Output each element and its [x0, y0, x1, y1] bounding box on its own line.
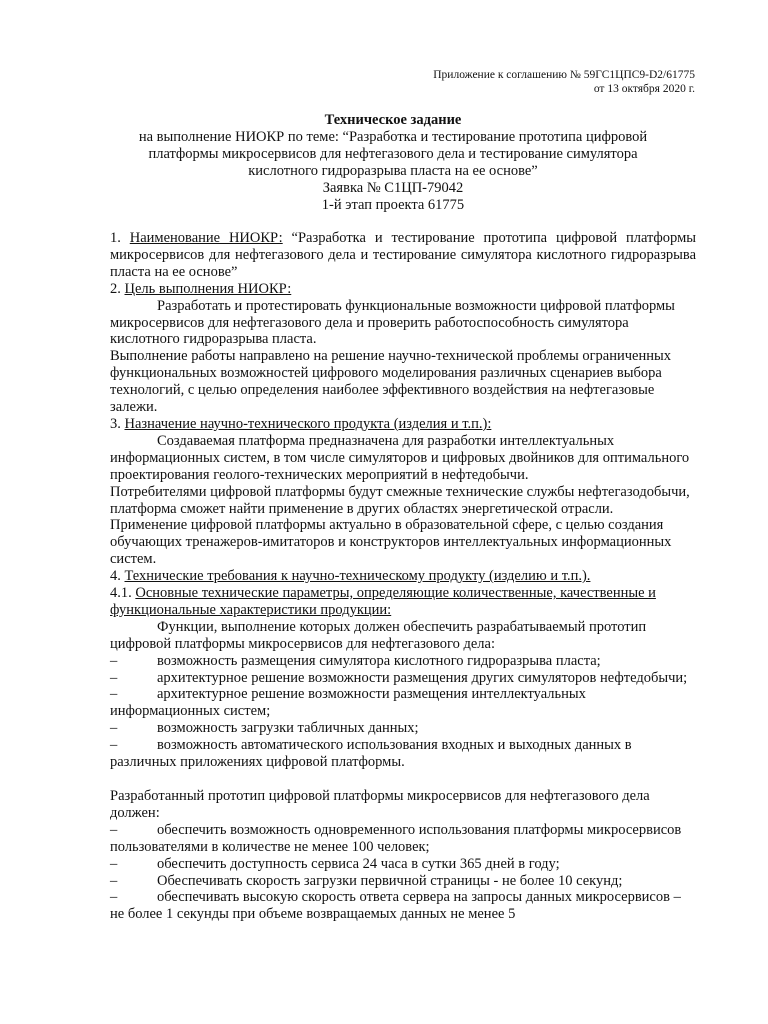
dash-marker: – [110, 652, 118, 669]
dash-marker: – [110, 821, 118, 838]
section-4-heading: Технические требования к научно-техническому продукту (изделию и т.п.). [124, 568, 591, 585]
function-item [110, 653, 696, 670]
section-4-1-header [110, 585, 696, 619]
section-3-header [110, 416, 696, 433]
subject-line-2: платформы микросервисов для нефтегазового дела и тестирование симулятора [148, 146, 638, 162]
section-2-number: 2. [110, 280, 125, 297]
section-1 [110, 230, 696, 281]
section-2-paragraph-2: Выполнение работы направлено на решение научно-технической проблемы ограниченных функциональных возможностей цифрового моделирования различных сценариев выбора технологий, с целью определения наиболее эффективного воздействия на нефтегазовые залежи. [110, 348, 671, 416]
section-4-1-number: 4.1. [110, 585, 136, 602]
section-1-text: “Разработка и тестирование прототипа цифровой платформы микросервисов для нефтегазового дела и тестирование симулятора кислотного гидроразрыва пласта на ее основе” [110, 230, 696, 280]
dash-marker: – [110, 737, 118, 754]
section-2-header [110, 281, 696, 298]
requirement-item-text: обеспечить возможность одновременного использования платформы микросервисов пользователями в количестве не менее 100 человек; [110, 821, 682, 855]
dash-marker: – [110, 872, 118, 889]
section-3-paragraph-3: Применение цифровой платформы актуально в образовательной сфере, с целью создания обучающих тренажеров-имитаторов и конструкторов интеллектуальных информационных систем. [110, 517, 672, 568]
dash-marker: – [110, 686, 118, 703]
paragraph-gap [110, 771, 696, 788]
appendix-reference [433, 68, 695, 96]
function-item-text: архитектурное решение возможности размещения других симуляторов нефтедобычи; [157, 669, 688, 686]
document-heading: Техническое задание [324, 112, 462, 128]
function-item-text: возможность загрузки табличных данных; [157, 720, 419, 737]
section-2-heading: Цель выполнения НИОКР: [124, 280, 292, 297]
function-item-text: архитектурное решение возможности размещения интеллектуальных информационных систем; [110, 686, 586, 720]
section-4-header [110, 568, 696, 585]
dash-marker: – [110, 669, 118, 686]
subject-line-1: на выполнение НИОКР по теме: “Разработка и тестирование прототипа цифровой [138, 129, 648, 145]
section-3-paragraph-1: Создаваемая платформа предназначена для разработки интеллектуальных информационных систем, в том числе симуляторов и цифровых двойников для оптимального проектирования геолого-технических мероприятий в нефтедобычи. [110, 432, 690, 483]
function-item-text: возможность автоматического использования входных и выходных данных в различных приложениях цифровой платформы. [110, 737, 632, 771]
section-3-paragraph-2: Потребителями цифровой платформы будут смежные технические службы нефтегазодобычи, платформа сможет найти применение в других областях энергетической отрасли. [110, 483, 690, 517]
appendix-line-date: от 13 октября 2020 г. [593, 83, 695, 95]
requirement-item [110, 822, 696, 856]
dash-marker: – [110, 889, 118, 906]
section-3-heading: Назначение научно-технического продукта (изделия и т.п.): [124, 415, 492, 432]
subject-line-3: кислотного гидроразрыва пласта на ее основе” [248, 163, 538, 179]
application-number: Заявка № С1ЦП-79042 [322, 180, 464, 196]
section-2-paragraph-1: Разработать и протестировать функциональные возможности цифровой платформы микросервисов для нефтегазового дела и проверить работоспособность симулятора кислотного гидроразрыва пласта. [110, 297, 675, 348]
requirement-item [110, 889, 696, 923]
appendix-line-agreement: Приложение к соглашению № 59ГС1ЦПС9-D2/61775 [433, 69, 695, 81]
requirement-item-text: обеспечивать высокую скорость ответа сервера на запросы данных микросервисов – не более 1 секунды при объеме возвращаемых данных не менее 5 [110, 889, 681, 923]
requirement-item [110, 856, 696, 873]
requirements-intro: Разработанный прототип цифровой платформы микросервисов для нефтегазового дела должен: [110, 788, 650, 821]
section-1-number: 1. [110, 230, 130, 246]
requirement-item [110, 873, 696, 890]
function-item [110, 686, 696, 720]
dash-marker: – [110, 855, 118, 872]
function-item-text: возможность размещения симулятора кислотного гидроразрыва пласта; [157, 652, 601, 669]
dash-marker: – [110, 720, 118, 737]
section-4-number: 4. [110, 568, 125, 585]
function-item [110, 720, 696, 737]
section-4-1-heading: Основные технические параметры, определяющие количественные, качественные и функциональные характеристики продукции: [110, 585, 656, 618]
function-item [110, 670, 696, 687]
requirement-item-text: обеспечить доступность сервиса 24 часа в сутки 365 дней в году; [157, 855, 560, 872]
project-stage: 1-й этап проекта 61775 [321, 197, 465, 213]
document-title-block [100, 112, 686, 214]
requirement-item-text: Обеспечивать скорость загрузки первичной страницы - не более 10 секунд; [157, 872, 623, 889]
functions-intro: Функции, выполнение которых должен обеспечить разрабатываемый прототип цифровой платформы микросервисов для нефтегазового дела: [110, 618, 647, 652]
function-item [110, 737, 696, 771]
section-1-heading: Наименование НИОКР: [129, 230, 283, 246]
section-3-number: 3. [110, 415, 125, 432]
document-body [110, 230, 696, 923]
